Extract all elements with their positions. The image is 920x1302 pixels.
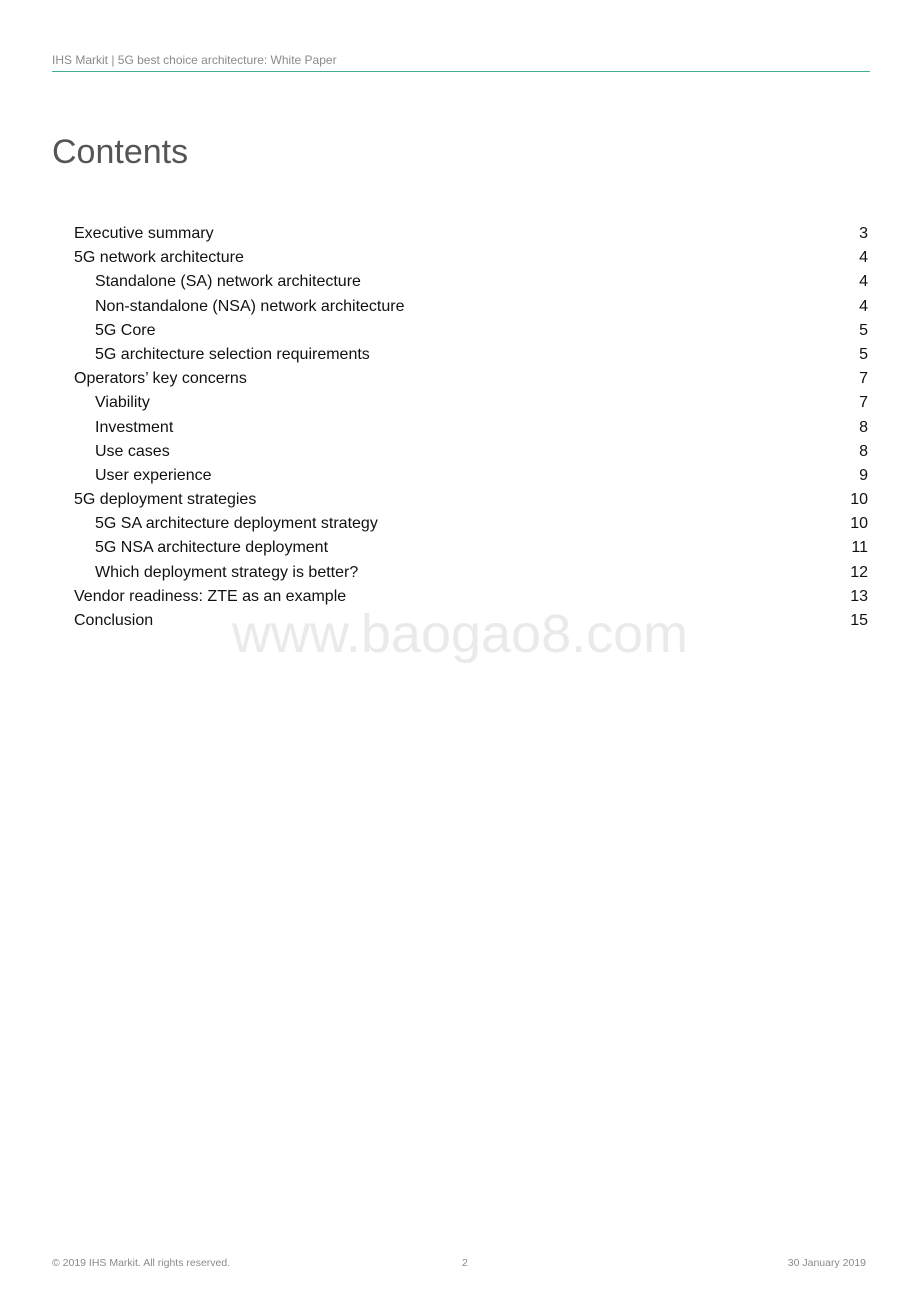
toc-entry-page: 8 [859,442,868,460]
toc-entry[interactable] [74,464,868,488]
toc-entry-label: Viability [95,394,150,412]
toc-entry-label: Standalone (SA) network architecture [95,273,361,291]
toc-entry-label: Vendor readiness: ZTE as an example [74,587,347,605]
toc-entry-page: 5 [859,345,868,363]
toc-entry-page: 9 [859,466,868,484]
toc-entry-page: 4 [859,249,868,267]
toc-entry-page: 3 [859,225,868,242]
toc-entry[interactable] [74,246,868,270]
toc-entry-page: 10 [850,515,868,533]
toc-entry-label: Non-standalone (NSA) network architecture [95,297,405,315]
toc-entry-page: 7 [859,370,868,388]
toc-entry-label: 5G SA architecture deployment strategy [95,515,378,533]
toc-entry-label: Operators’ key concerns [74,370,247,388]
toc-entry-label: User experience [95,466,212,484]
footer-page-number: 2 [462,1257,468,1269]
toc-entry[interactable] [74,319,868,343]
toc-entry-page: 10 [850,491,868,509]
toc-entry[interactable] [74,536,868,560]
toc-entry-page: 4 [859,273,868,291]
toc-entry[interactable] [74,343,868,367]
footer-copyright: © 2019 IHS Markit. All rights reserved. [52,1257,231,1269]
toc-entry[interactable] [74,222,868,246]
toc-entry[interactable] [74,561,868,585]
table-of-contents [74,222,868,633]
toc-entry[interactable] [74,609,868,633]
toc-entry-label: 5G NSA architecture deployment [95,539,329,557]
toc-entry-page: 7 [859,394,868,412]
toc-entry[interactable] [74,295,868,319]
page-header [52,53,870,72]
toc-entry-label: Conclusion [74,612,154,629]
toc-entry-page: 5 [859,321,868,339]
toc-entry-page: 4 [859,297,868,315]
toc-entry[interactable] [74,391,868,415]
watermark: www.baogao8.com [231,604,689,664]
toc-entry-label: Use cases [95,442,170,460]
toc-entry[interactable] [74,512,868,536]
toc-entry[interactable] [74,270,868,294]
toc-entry-label: Which deployment strategy is better? [95,563,359,581]
toc-entry-label: 5G architecture selection requirements [95,345,370,363]
toc-entry-label: 5G network architecture [74,249,244,267]
toc-entry[interactable] [74,488,868,512]
toc-entry[interactable] [74,367,868,391]
toc-entry-page: 15 [850,612,868,629]
header-text: IHS Markit | 5G best choice architecture: White Paper [52,53,337,67]
toc-entry-label: Executive summary [74,225,214,242]
toc-entry[interactable] [74,440,868,464]
toc-entry-page: 8 [859,418,868,436]
page-footer [52,1256,866,1270]
toc-entry-label: Investment [95,418,174,436]
toc-entry-label: 5G Core [95,321,156,339]
toc-entry-label: 5G deployment strategies [74,491,257,509]
toc-entry-page: 12 [850,563,868,581]
toc-entry-page: 13 [850,587,868,605]
footer-date: 30 January 2019 [787,1257,866,1269]
toc-entry-page: 11 [851,539,868,557]
page-title: Contents [52,133,189,171]
toc-entry[interactable] [74,585,868,609]
toc-entry[interactable] [74,416,868,440]
